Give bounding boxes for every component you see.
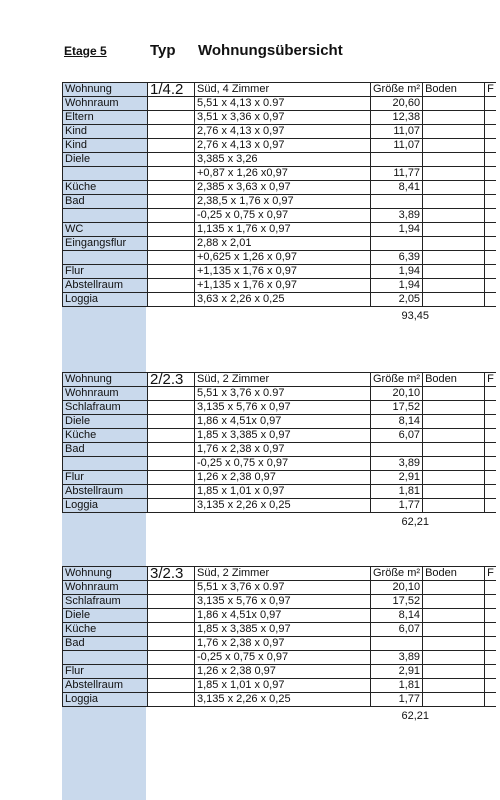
room-name: Schlafraum bbox=[63, 595, 148, 609]
type-cell bbox=[148, 443, 195, 457]
floor-cell bbox=[423, 609, 485, 623]
room-size: 6,07 bbox=[371, 429, 423, 443]
room-size: 11,77 bbox=[371, 167, 423, 181]
floor-cell bbox=[423, 651, 485, 665]
extra-cell bbox=[485, 125, 496, 139]
apartment-description: Süd, 2 Zimmer bbox=[195, 373, 371, 387]
room-size: 2,91 bbox=[371, 665, 423, 679]
type-cell bbox=[148, 581, 195, 595]
table-row bbox=[63, 679, 496, 693]
apartment-block bbox=[62, 82, 496, 322]
type-cell bbox=[148, 665, 195, 679]
table-row bbox=[63, 581, 496, 595]
room-name: Bad bbox=[63, 637, 148, 651]
floor-cell bbox=[423, 97, 485, 111]
type-cell bbox=[148, 209, 195, 223]
table-row bbox=[63, 443, 496, 457]
extra-cell bbox=[485, 387, 496, 401]
room-name bbox=[63, 167, 148, 181]
floor-cell bbox=[423, 581, 485, 595]
room-size: 20,10 bbox=[371, 581, 423, 595]
floor-cell bbox=[423, 471, 485, 485]
apartment-description: Süd, 4 Zimmer bbox=[195, 83, 371, 97]
room-size: 1,81 bbox=[371, 485, 423, 499]
room-name: Bad bbox=[63, 195, 148, 209]
type-cell bbox=[148, 293, 195, 307]
apartment-table bbox=[62, 566, 496, 707]
floor-cell bbox=[423, 401, 485, 415]
type-cell bbox=[148, 679, 195, 693]
type-cell bbox=[148, 237, 195, 251]
room-size bbox=[371, 443, 423, 457]
floor-cell bbox=[423, 665, 485, 679]
room-name: Loggia bbox=[63, 693, 148, 707]
room-size: 1,94 bbox=[371, 223, 423, 237]
room-dimensions: +1,135 x 1,76 x 0,97 bbox=[195, 265, 371, 279]
table-row bbox=[63, 415, 496, 429]
room-name: Wohnraum bbox=[63, 581, 148, 595]
room-name: Wohnraum bbox=[63, 97, 148, 111]
size-header: Größe m² bbox=[371, 373, 423, 387]
room-dimensions: 1,86 x 4,51x 0,97 bbox=[195, 609, 371, 623]
room-name: Loggia bbox=[63, 499, 148, 513]
type-cell bbox=[148, 265, 195, 279]
room-size: 1,94 bbox=[371, 265, 423, 279]
type-cell bbox=[148, 195, 195, 209]
room-size bbox=[371, 637, 423, 651]
room-dimensions: 5,51 x 3,76 x 0.97 bbox=[195, 581, 371, 595]
floor-cell bbox=[423, 223, 485, 237]
extra-cell bbox=[485, 181, 496, 195]
table-row bbox=[63, 251, 496, 265]
apartment-total: 62,21 bbox=[401, 710, 429, 722]
room-name: Loggia bbox=[63, 293, 148, 307]
room-dimensions: 1,85 x 3,385 x 0,97 bbox=[195, 623, 371, 637]
room-dimensions: 1,85 x 3,385 x 0,97 bbox=[195, 429, 371, 443]
floor-cell bbox=[423, 181, 485, 195]
room-size: 1,94 bbox=[371, 279, 423, 293]
extra-cell bbox=[485, 167, 496, 181]
room-name: Diele bbox=[63, 153, 148, 167]
table-row bbox=[63, 293, 496, 307]
table-row bbox=[63, 401, 496, 415]
floor-cell bbox=[423, 265, 485, 279]
room-name: Bad bbox=[63, 443, 148, 457]
table-row bbox=[63, 429, 496, 443]
extra-header: F bbox=[485, 83, 496, 97]
room-name: Kind bbox=[63, 139, 148, 153]
floor-cell bbox=[423, 693, 485, 707]
apartment-type: 1/4.2 bbox=[148, 83, 195, 97]
floor-cell bbox=[423, 485, 485, 499]
extra-cell bbox=[485, 609, 496, 623]
room-dimensions: 1,85 x 1,01 x 0,97 bbox=[195, 485, 371, 499]
floor-cell bbox=[423, 429, 485, 443]
extra-cell bbox=[485, 581, 496, 595]
type-cell bbox=[148, 485, 195, 499]
room-dimensions: -0,25 x 0,75 x 0,97 bbox=[195, 209, 371, 223]
room-dimensions: 1,26 x 2,38 0,97 bbox=[195, 665, 371, 679]
table-row bbox=[63, 693, 496, 707]
room-dimensions: 3,135 x 2,26 x 0,25 bbox=[195, 693, 371, 707]
extra-header: F bbox=[485, 567, 496, 581]
extra-cell bbox=[485, 223, 496, 237]
room-size: 3,89 bbox=[371, 209, 423, 223]
table-row bbox=[63, 279, 496, 293]
floor-cell bbox=[423, 111, 485, 125]
room-size: 1,81 bbox=[371, 679, 423, 693]
room-name: Küche bbox=[63, 429, 148, 443]
type-cell bbox=[148, 251, 195, 265]
floor-cell bbox=[423, 415, 485, 429]
type-cell bbox=[148, 499, 195, 513]
floor-cell bbox=[423, 293, 485, 307]
apartment-block bbox=[62, 372, 496, 528]
extra-cell bbox=[485, 443, 496, 457]
extra-cell bbox=[485, 595, 496, 609]
room-size: 6,07 bbox=[371, 623, 423, 637]
table-row bbox=[63, 637, 496, 651]
room-dimensions: +0,87 x 1,26 x0,97 bbox=[195, 167, 371, 181]
apartment-block bbox=[62, 566, 496, 722]
type-cell bbox=[148, 637, 195, 651]
room-dimensions: 1,76 x 2,38 x 0,97 bbox=[195, 637, 371, 651]
table-row bbox=[63, 153, 496, 167]
extra-cell bbox=[485, 485, 496, 499]
floor-cell bbox=[423, 195, 485, 209]
room-dimensions: 3,135 x 2,26 x 0,25 bbox=[195, 499, 371, 513]
table-row bbox=[63, 223, 496, 237]
room-name: Eingangsflur bbox=[63, 237, 148, 251]
room-dimensions: 3,51 x 3,36 x 0,97 bbox=[195, 111, 371, 125]
room-dimensions: 3,63 x 2,26 x 0,25 bbox=[195, 293, 371, 307]
apartment-description: Süd, 2 Zimmer bbox=[195, 567, 371, 581]
floor-cell bbox=[423, 153, 485, 167]
room-size: 20,60 bbox=[371, 97, 423, 111]
room-dimensions: -0,25 x 0,75 x 0,97 bbox=[195, 651, 371, 665]
type-cell bbox=[148, 609, 195, 623]
room-dimensions: 3,385 x 3,26 bbox=[195, 153, 371, 167]
room-size bbox=[371, 237, 423, 251]
extra-cell bbox=[485, 153, 496, 167]
type-cell bbox=[148, 429, 195, 443]
extra-header: F bbox=[485, 373, 496, 387]
table-row bbox=[63, 609, 496, 623]
extra-cell bbox=[485, 265, 496, 279]
floor-header: Boden bbox=[423, 567, 485, 581]
extra-cell bbox=[485, 471, 496, 485]
extra-cell bbox=[485, 139, 496, 153]
room-name: Flur bbox=[63, 265, 148, 279]
floor-cell bbox=[423, 387, 485, 401]
type-cell bbox=[148, 401, 195, 415]
room-dimensions: -0,25 x 0,75 x 0,97 bbox=[195, 457, 371, 471]
table-row bbox=[63, 139, 496, 153]
apartment-type: 3/2.3 bbox=[148, 567, 195, 581]
room-dimensions: 1,135 x 1,76 x 0,97 bbox=[195, 223, 371, 237]
table-row bbox=[63, 387, 496, 401]
floor-cell bbox=[423, 139, 485, 153]
room-name: Diele bbox=[63, 415, 148, 429]
floor-cell bbox=[423, 279, 485, 293]
extra-cell bbox=[485, 111, 496, 125]
extra-cell bbox=[485, 279, 496, 293]
room-size: 17,52 bbox=[371, 401, 423, 415]
extra-cell bbox=[485, 457, 496, 471]
room-size: 8,14 bbox=[371, 415, 423, 429]
apartment-total: 62,21 bbox=[401, 516, 429, 528]
type-cell bbox=[148, 167, 195, 181]
apartment-label: Wohnung bbox=[63, 83, 148, 97]
extra-cell bbox=[485, 293, 496, 307]
apartment-type: 2/2.3 bbox=[148, 373, 195, 387]
type-cell bbox=[148, 693, 195, 707]
type-cell bbox=[148, 97, 195, 111]
floor-header: Boden bbox=[423, 373, 485, 387]
type-cell bbox=[148, 181, 195, 195]
table-row bbox=[63, 125, 496, 139]
extra-cell bbox=[485, 97, 496, 111]
table-row bbox=[63, 181, 496, 195]
type-cell bbox=[148, 415, 195, 429]
extra-cell bbox=[485, 679, 496, 693]
size-header: Größe m² bbox=[371, 83, 423, 97]
extra-cell bbox=[485, 195, 496, 209]
room-name: Kind bbox=[63, 125, 148, 139]
floor-cell bbox=[423, 595, 485, 609]
floor-cell bbox=[423, 209, 485, 223]
extra-cell bbox=[485, 429, 496, 443]
room-size: 11,07 bbox=[371, 139, 423, 153]
table-row bbox=[63, 209, 496, 223]
room-dimensions: 3,135 x 5,76 x 0,97 bbox=[195, 401, 371, 415]
room-name: Abstellraum bbox=[63, 485, 148, 499]
room-size: 8,41 bbox=[371, 181, 423, 195]
type-heading: Typ bbox=[150, 42, 176, 59]
room-size: 1,77 bbox=[371, 693, 423, 707]
room-dimensions: 1,76 x 2,38 x 0,97 bbox=[195, 443, 371, 457]
floor-cell bbox=[423, 637, 485, 651]
room-name bbox=[63, 651, 148, 665]
room-name: Flur bbox=[63, 665, 148, 679]
type-cell bbox=[148, 111, 195, 125]
table-row bbox=[63, 651, 496, 665]
apartment-table bbox=[62, 372, 496, 513]
room-dimensions: 1,26 x 2,38 0,97 bbox=[195, 471, 371, 485]
table-row bbox=[63, 485, 496, 499]
extra-cell bbox=[485, 209, 496, 223]
room-dimensions: +1,135 x 1,76 x 0,97 bbox=[195, 279, 371, 293]
apartment-header-row bbox=[63, 373, 496, 387]
room-size: 11,07 bbox=[371, 125, 423, 139]
room-name bbox=[63, 457, 148, 471]
table-row bbox=[63, 237, 496, 251]
apartment-header-row bbox=[63, 83, 496, 97]
room-dimensions: 2,385 x 3,63 x 0,97 bbox=[195, 181, 371, 195]
table-row bbox=[63, 265, 496, 279]
room-name: Wohnraum bbox=[63, 387, 148, 401]
room-size: 2,91 bbox=[371, 471, 423, 485]
room-name: Küche bbox=[63, 181, 148, 195]
room-name: Eltern bbox=[63, 111, 148, 125]
table-row bbox=[63, 111, 496, 125]
room-name: Diele bbox=[63, 609, 148, 623]
extra-cell bbox=[485, 623, 496, 637]
extra-cell bbox=[485, 415, 496, 429]
floor-cell bbox=[423, 623, 485, 637]
room-size: 1,77 bbox=[371, 499, 423, 513]
room-dimensions: 3,135 x 5,76 x 0,97 bbox=[195, 595, 371, 609]
floor-label: Etage 5 bbox=[64, 44, 107, 58]
room-name: Küche bbox=[63, 623, 148, 637]
apartment-table bbox=[62, 82, 496, 307]
apartment-total: 93,45 bbox=[401, 310, 429, 322]
type-cell bbox=[148, 153, 195, 167]
type-cell bbox=[148, 651, 195, 665]
room-name bbox=[63, 251, 148, 265]
room-size: 17,52 bbox=[371, 595, 423, 609]
type-cell bbox=[148, 223, 195, 237]
room-dimensions: 2,38,5 x 1,76 x 0,97 bbox=[195, 195, 371, 209]
room-dimensions: 2,76 x 4,13 x 0,97 bbox=[195, 125, 371, 139]
floor-cell bbox=[423, 167, 485, 181]
table-row bbox=[63, 471, 496, 485]
type-cell bbox=[148, 387, 195, 401]
extra-cell bbox=[485, 665, 496, 679]
type-cell bbox=[148, 125, 195, 139]
room-size: 8,14 bbox=[371, 609, 423, 623]
type-cell bbox=[148, 471, 195, 485]
apartment-label: Wohnung bbox=[63, 567, 148, 581]
room-size: 2,05 bbox=[371, 293, 423, 307]
room-dimensions: 5,51 x 4,13 x 0.97 bbox=[195, 97, 371, 111]
page-title: Wohnungsübersicht bbox=[198, 42, 343, 59]
room-size: 6,39 bbox=[371, 251, 423, 265]
table-row bbox=[63, 457, 496, 471]
floor-cell bbox=[423, 251, 485, 265]
floor-header: Boden bbox=[423, 83, 485, 97]
size-header: Größe m² bbox=[371, 567, 423, 581]
extra-cell bbox=[485, 499, 496, 513]
room-dimensions: 2,76 x 4,13 x 0,97 bbox=[195, 139, 371, 153]
extra-cell bbox=[485, 237, 496, 251]
floor-cell bbox=[423, 443, 485, 457]
type-cell bbox=[148, 279, 195, 293]
floor-cell bbox=[423, 457, 485, 471]
room-name: Schlafraum bbox=[63, 401, 148, 415]
room-size bbox=[371, 195, 423, 209]
room-size: 3,89 bbox=[371, 457, 423, 471]
table-row bbox=[63, 665, 496, 679]
room-name bbox=[63, 209, 148, 223]
room-size bbox=[371, 153, 423, 167]
room-name: Flur bbox=[63, 471, 148, 485]
type-cell bbox=[148, 457, 195, 471]
apartment-header-row bbox=[63, 567, 496, 581]
extra-cell bbox=[485, 637, 496, 651]
floor-cell bbox=[423, 125, 485, 139]
table-row bbox=[63, 97, 496, 111]
extra-cell bbox=[485, 251, 496, 265]
room-dimensions: 2,88 x 2,01 bbox=[195, 237, 371, 251]
type-cell bbox=[148, 623, 195, 637]
table-row bbox=[63, 195, 496, 209]
table-row bbox=[63, 595, 496, 609]
room-name: Abstellraum bbox=[63, 679, 148, 693]
floor-cell bbox=[423, 679, 485, 693]
extra-cell bbox=[485, 693, 496, 707]
room-name: Abstellraum bbox=[63, 279, 148, 293]
type-cell bbox=[148, 595, 195, 609]
room-dimensions: 5,51 x 3,76 x 0.97 bbox=[195, 387, 371, 401]
extra-cell bbox=[485, 651, 496, 665]
room-dimensions: 1,86 x 4,51x 0,97 bbox=[195, 415, 371, 429]
room-size: 20,10 bbox=[371, 387, 423, 401]
table-row bbox=[63, 499, 496, 513]
table-row bbox=[63, 623, 496, 637]
apartment-label: Wohnung bbox=[63, 373, 148, 387]
room-dimensions: +0,625 x 1,26 x 0,97 bbox=[195, 251, 371, 265]
room-size: 3,89 bbox=[371, 651, 423, 665]
table-row bbox=[63, 167, 496, 181]
type-cell bbox=[148, 139, 195, 153]
extra-cell bbox=[485, 401, 496, 415]
room-dimensions: 1,85 x 1,01 x 0,97 bbox=[195, 679, 371, 693]
room-name: WC bbox=[63, 223, 148, 237]
floor-cell bbox=[423, 237, 485, 251]
room-size: 12,38 bbox=[371, 111, 423, 125]
floor-cell bbox=[423, 499, 485, 513]
